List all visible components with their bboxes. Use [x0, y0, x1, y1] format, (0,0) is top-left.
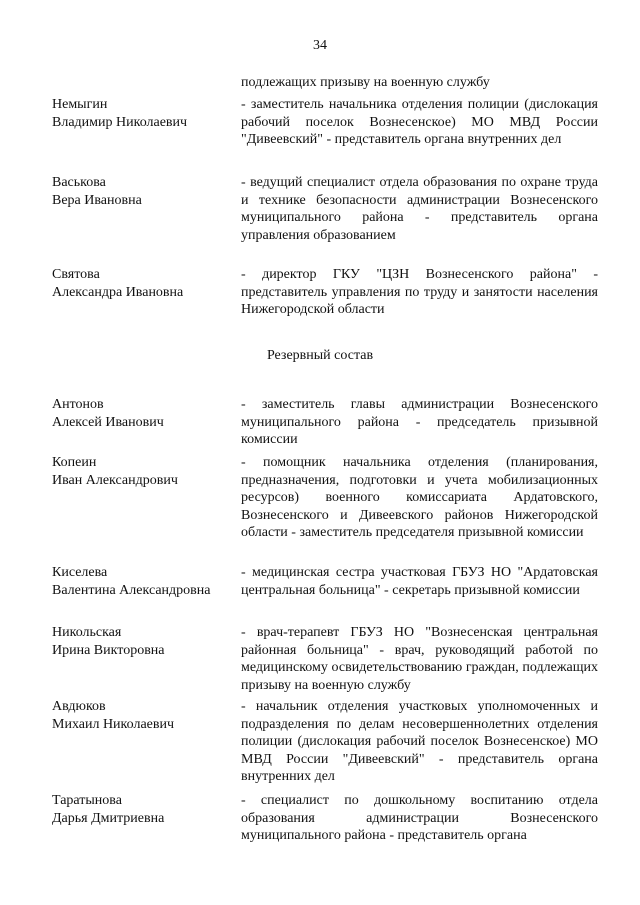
- member-name: [52, 396, 237, 431]
- member-surname: Немыгин: [52, 97, 108, 112]
- member-name: [52, 792, 237, 827]
- member-name: [52, 174, 237, 209]
- member-name: [52, 698, 237, 733]
- member-name: [52, 624, 237, 659]
- member-surname: Васькова: [52, 175, 106, 190]
- member-surname: Таратынова: [52, 793, 122, 808]
- member-surname: Авдюков: [52, 699, 106, 714]
- member-role: - врач-терапевт ГБУЗ НО "Вознесенская центральная районная больница" - врач, руководящий работой по медицинскому освидетельствованию граждан, подлежащих призыву на военную службу: [241, 625, 598, 693]
- page-number: 34: [313, 38, 327, 53]
- member-surname: Никольская: [52, 625, 122, 640]
- member-given-names: Дарья Дмитриевна: [52, 810, 165, 826]
- reserve-section-title: Резервный состав: [266, 348, 374, 363]
- member-role: - специалист по дошкольному воспитанию отдела образования администрации Вознесенского муниципального района - представитель органа: [241, 793, 598, 843]
- member-given-names: Михаил Николаевич: [52, 716, 175, 732]
- member-given-names: Владимир Николаевич: [52, 114, 188, 130]
- member-role: - директор ГКУ "ЦЗН Вознесенского района" - представитель управления по труду и занятости населения Нижегородской области: [241, 267, 598, 317]
- member-role: - начальник отделения участковых уполномоченных и подразделения по делам несовершеннолетних отделения полиции (дислокация рабочий поселок Вознесенское) МО МВД России "Дивеевский" - представитель органа внутренних дел: [241, 699, 598, 784]
- member-name: [52, 266, 237, 301]
- member-role: - заместитель начальника отделения полиции (дислокация рабочий поселок Вознесенское) МО МВД России "Дивеевский" - представитель органа внутренних дел: [241, 97, 598, 147]
- member-surname: Копеин: [52, 455, 97, 470]
- member-role: - ведущий специалист отдела образования по охране труда и технике безопасности администрации Вознесенского муниципального района - представитель органа управления образованием: [241, 175, 598, 243]
- member-surname: Киселева: [52, 565, 108, 580]
- member-role: - медицинская сестра участковая ГБУЗ НО "Ардатовская центральная больница" - секретарь призывной комиссии: [241, 565, 598, 598]
- member-given-names: Алексей Иванович: [52, 414, 164, 430]
- continued-role-text: подлежащих призыву на военную службу: [241, 75, 490, 90]
- member-role: - помощник начальника отделения (планирования, предназначения, подготовки и учета мобилизационных ресурсов) военного комиссариата Ардатовского, Вознесенского и Дивеевского районов Нижегородской области - заместитель председателя призывной комиссии: [241, 455, 598, 540]
- member-name: [52, 96, 237, 131]
- member-surname: Антонов: [52, 397, 104, 412]
- member-name: [52, 564, 237, 599]
- member-given-names: Александра Ивановна: [52, 284, 184, 300]
- member-given-names: Иван Александрович: [52, 472, 178, 488]
- member-given-names: Вера Ивановна: [52, 192, 142, 208]
- member-surname: Святова: [52, 267, 100, 282]
- member-role: - заместитель главы администрации Вознесенского муниципального района - председатель призывной комиссии: [241, 397, 598, 447]
- member-given-names: Ирина Викторовна: [52, 642, 165, 658]
- member-given-names: Валентина Александровна: [52, 582, 211, 598]
- member-name: [52, 454, 237, 489]
